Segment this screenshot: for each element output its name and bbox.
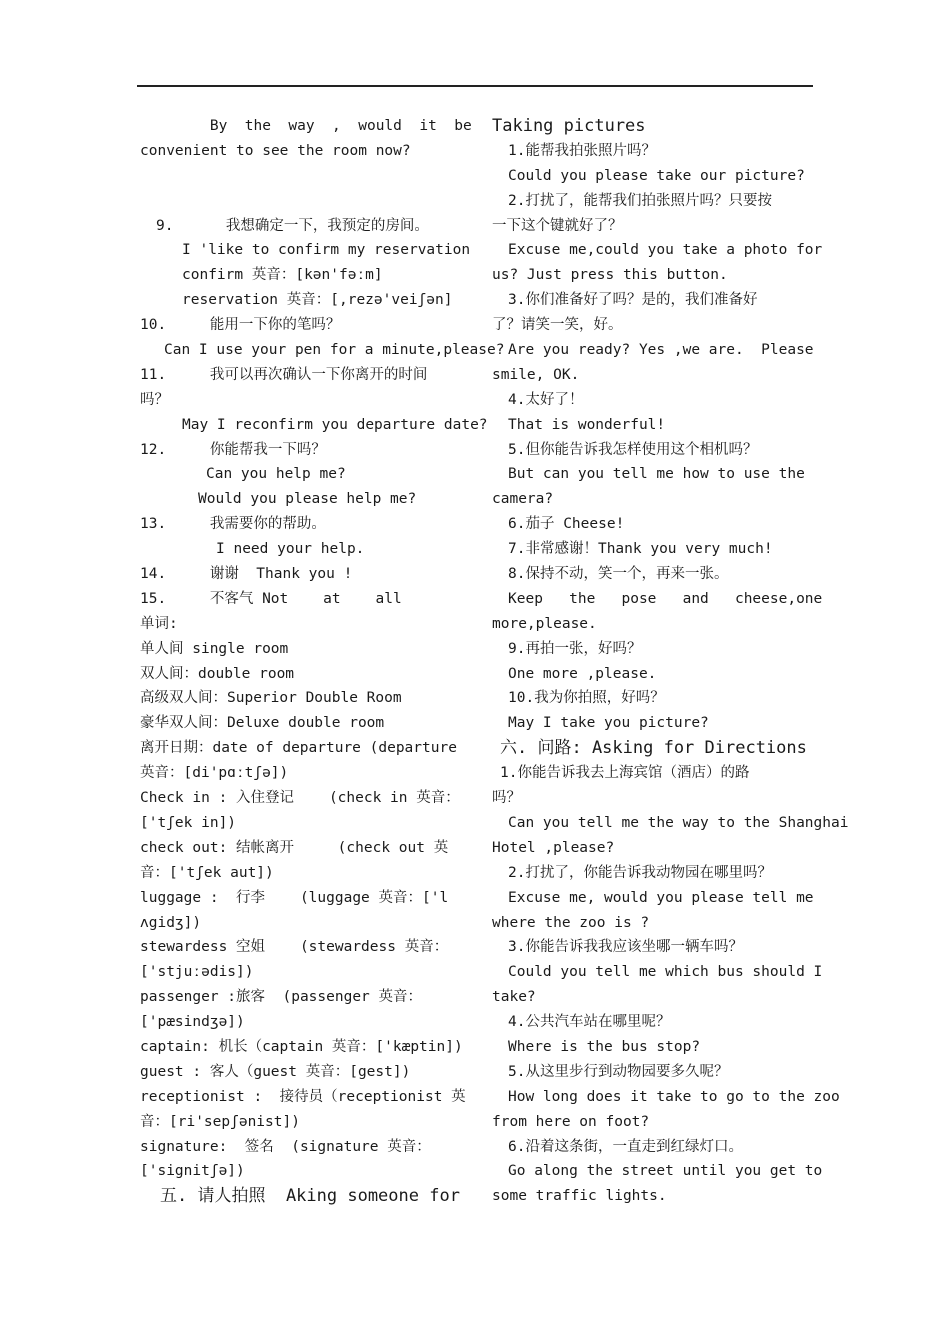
text-line: Can I use your pen for a minute,please? [164, 342, 505, 359]
text-line: Go along the street until you get to [508, 1163, 823, 1180]
text-line: 9.再拍一张，好吗？ [508, 640, 642, 657]
blank-line [140, 164, 465, 189]
text-line: 离开日期：date of departure (departure [140, 740, 457, 757]
text-line: luggage : 行李 (luggage 英音：['l [140, 889, 449, 906]
text-line: Where is the bus stop? [508, 1038, 701, 1055]
text-line: 2.打扰了，能帮我们拍张照片吗？只要按 [508, 192, 772, 209]
text-line: ['signitʃə]) [140, 1163, 245, 1180]
text-line: Excuse me,could you take a photo for [508, 242, 823, 259]
text-line: reservation 英音：[,rezə'veiʃən] [182, 292, 453, 309]
text-line: signature: 签名 (signature 英音： [140, 1138, 431, 1155]
text-line: ['stjuːədis]) [140, 964, 254, 981]
text-line: 5.但你能告诉我怎样使用这个相机吗？ [508, 441, 758, 458]
text-line: Can you help me? [206, 466, 346, 483]
text-line: 高级双人间：Superior Double Room [140, 690, 402, 707]
text-line: May I take you picture? [508, 715, 709, 732]
text-line: 1.你能告诉我去上海宾馆（酒店）的路 [500, 765, 750, 782]
text-line: some traffic lights. [492, 1188, 667, 1205]
text-line: guest : 客人（guest 英音：[gest]) [140, 1063, 411, 1080]
text-line: 7.非常感谢！Thank you very much! [508, 541, 773, 558]
text-line: I need your help. [216, 541, 365, 558]
section-heading: Taking pictures [492, 116, 646, 136]
text-line: stewardess 空姐 (stewardess 英音： [140, 939, 449, 956]
right-column [492, 114, 849, 1209]
text-line: 3.你们准备好了吗？是的，我们准备好 [508, 292, 758, 309]
section-heading: 六. 问路: Asking for Directions [500, 738, 807, 759]
text-line: 14. 谢谢 Thank you ! [140, 566, 353, 583]
text-line: 单词: [140, 615, 178, 632]
text-line: 5.从这里步行到动物园要多久呢？ [508, 1063, 729, 1080]
text-line: I 'like to confirm my reservation [182, 242, 471, 259]
text-line: captain: 机长（captain 英音：['kæptin]) [140, 1038, 463, 1055]
text-line: 音：['tʃek aut]) [140, 864, 274, 881]
text-line: Could you please take our picture? [508, 167, 805, 184]
text-line: from here on foot? [492, 1113, 650, 1130]
text-line: Hotel ,please? [492, 839, 615, 856]
text-line: One more ,please. [508, 665, 657, 682]
text-line: By the way , would it be [140, 118, 472, 134]
text-line: 11. 我可以再次确认一下你离开的时间 [140, 366, 428, 383]
text-line: Would you please help me? [198, 491, 417, 508]
text-line: 13. 我需要你的帮助。 [140, 516, 326, 533]
text-line: take? [492, 989, 536, 1006]
text-line: ['tʃek in]) [140, 814, 237, 831]
text-line: 1.能帮我拍张照片吗？ [508, 142, 656, 159]
text-line: 一下这个键就好了？ [492, 217, 623, 234]
text-line: Can you tell me the way to the Shanghai [508, 814, 849, 831]
text-line: But can you tell me how to use the [508, 466, 805, 483]
text-line: 吗？ [140, 391, 169, 408]
header-rule [137, 85, 813, 87]
text-line: confirm 英音：[kən'fəːm] [182, 267, 383, 284]
text-line: 单人间 single room [140, 640, 289, 657]
text-line: Excuse me, would you please tell me [508, 889, 814, 906]
text-line: 6.沿着这条街，一直走到红绿灯口。 [508, 1138, 743, 1155]
text-line: 4.太好了！ [508, 391, 584, 408]
section-heading: 五. 请人拍照 Aking someone for [160, 1186, 460, 1207]
text-line: passenger :旅客 (passenger 英音： [140, 989, 423, 1006]
left-column [140, 114, 505, 1209]
text-line: 10.我为你拍照，好吗？ [508, 690, 665, 707]
text-line: How long does it take to go to the zoo [508, 1088, 840, 1105]
text-line: 英音：[di'pɑːtʃə]) [140, 765, 289, 782]
text-line: 了？请笑一笑，好。 [492, 317, 623, 334]
text-line: where the zoo is ? [492, 914, 650, 931]
text-line: Check in : 入住登记 (check in 英音： [140, 790, 460, 807]
text-line: That is wonderful! [508, 416, 666, 433]
text-line: ['pæsindʒə]) [140, 1014, 245, 1031]
text-line: 10. 能用一下你的笔吗？ [140, 317, 341, 334]
text-line: 双人间：double room [140, 665, 295, 682]
text-line: Are you ready? Yes ,we are. Please [508, 342, 814, 359]
text-line: 8.保持不动，笑一个，再来一张。 [508, 566, 729, 583]
text-line: camera? [492, 491, 554, 508]
text-line: Keep the pose and cheese,one [508, 590, 823, 607]
text-line: 9. 我想确定一下，我预定的房间。 [156, 217, 429, 234]
text-line: us? Just press this button. [492, 267, 728, 284]
text-line: ʌgidʒ]) [140, 914, 202, 931]
text-line: 12. 你能帮我一下吗？ [140, 441, 326, 458]
text-line: 3.你能告诉我我应该坐哪一辆车吗？ [508, 939, 743, 956]
text-line: 15. 不客气 Not at all [140, 590, 402, 607]
text-line: more,please. [492, 615, 597, 632]
text-line: May I reconfirm you departure date? [182, 416, 488, 433]
text-line: 4.公共汽车站在哪里呢？ [508, 1014, 671, 1031]
blank-line [140, 189, 465, 214]
text-line: Could you tell me which bus should I [508, 964, 823, 981]
text-line: convenient to see the room now? [140, 142, 411, 159]
text-line: smile, OK. [492, 366, 580, 383]
text-line: check out: 结帐离开 (check out 英 [140, 839, 449, 856]
text-line: receptionist : 接待员（receptionist 英 [140, 1088, 466, 1105]
text-line: 音：[ri'sepʃənist]) [140, 1113, 300, 1130]
text-line: 吗？ [492, 790, 521, 807]
text-line: 6.茄子 Cheese! [508, 516, 625, 533]
text-line: 豪华双人间：Deluxe double room [140, 715, 385, 732]
text-line: 2.打扰了，你能告诉我动物园在哪里吗？ [508, 864, 772, 881]
